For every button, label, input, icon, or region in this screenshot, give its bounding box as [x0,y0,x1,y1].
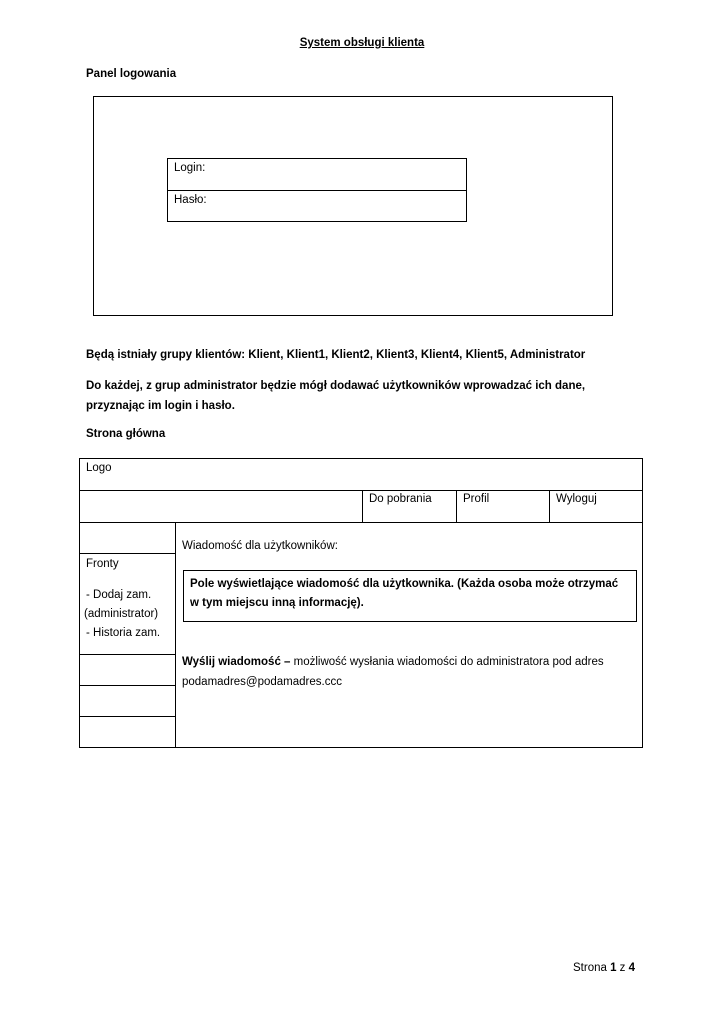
page-prefix: Strona [573,962,611,974]
nav-profile-label: Profil [463,493,490,505]
sidebar-item-fronty[interactable]: Fronty [86,558,119,570]
main-page-layout [79,458,643,748]
message-label: Wiadomość dla użytkowników: [182,540,338,552]
login-panel-heading: Panel logowania [86,68,177,80]
admin-rights-text: Do każdej, z grup administrator będzie mógł dodawać użytkowników wprowadzać ich dane, przyznając im login i hasło. [86,380,586,412]
sidebar-divider [175,522,176,747]
send-message-description: możliwość wysłania wiadomości do administratora pod adres podamadres@podamadres.ccc [182,656,604,688]
sidebar-row-divider [80,553,175,554]
page-total: 4 [628,962,636,974]
document-title: System obsługi klienta [299,37,425,49]
sidebar-menu [80,555,175,654]
page-current: 1 [610,962,617,974]
sidebar-item-add-order[interactable]: - Dodaj zam. [86,589,152,601]
password-label: Hasło: [174,194,207,206]
nav-logout[interactable] [550,490,642,522]
password-field[interactable] [168,191,466,223]
page-number [573,962,635,974]
sidebar-item-history[interactable]: - Historia zam. [86,627,161,639]
row-divider [80,522,642,523]
logo-cell [80,459,642,490]
logo: Logo [86,462,112,474]
page-separator: z [616,962,629,974]
main-page-heading: Strona główna [86,428,166,440]
nav-downloads[interactable] [363,490,456,522]
sidebar-row-divider [80,654,175,655]
nav-downloads-label: Do pobrania [369,493,432,505]
login-form [167,158,467,222]
sidebar-item-admin-note: (administrator) [84,608,159,620]
login-label: Login: [174,162,206,174]
sidebar-row-divider [80,716,175,717]
nav-profile[interactable] [457,490,549,522]
sidebar-row-divider [80,685,175,686]
message-display-box [183,570,637,622]
message-display-text: Pole wyświetlające wiadomość dla użytkownika. (Każda osoba może otrzymać w tym miejscu inną informację). [190,578,619,609]
login-field[interactable] [168,159,466,191]
nav-logout-label: Wyloguj [556,493,597,505]
send-message-link[interactable]: Wyślij wiadomość – [182,656,291,668]
send-message-section [182,652,638,692]
client-groups-text: Będą istniały grupy klientów: Klient, Klient1, Klient2, Klient3, Klient4, Klient5, Administrator [86,349,586,361]
